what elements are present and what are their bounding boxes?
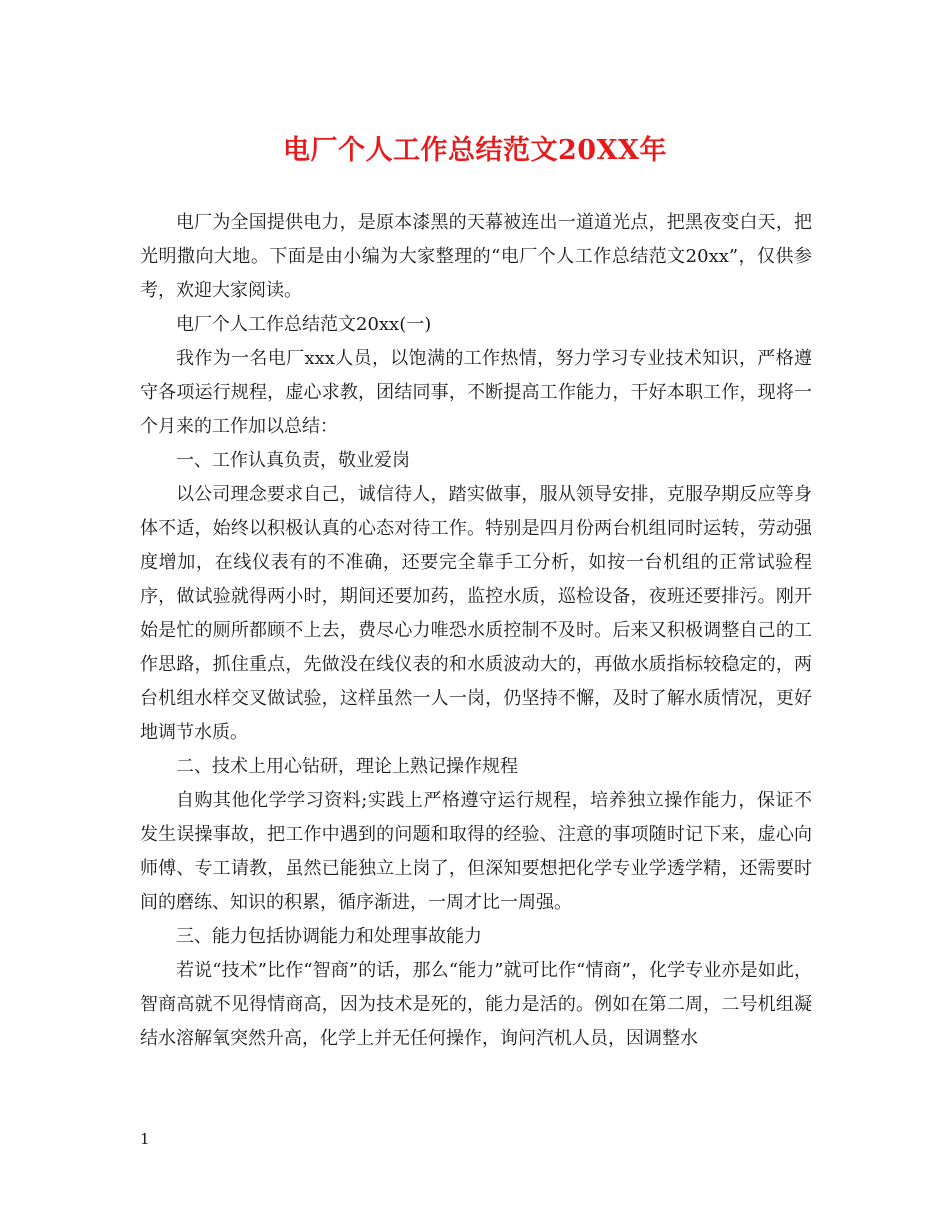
section-heading-1: 一、工作认真负责，敬业爱岗 bbox=[176, 450, 410, 471]
body-paragraph: 以公司理念要求自己，诚信待人，踏实做事，服从领导安排，克服孕期反应等身体不适，始终以积极认真的心态对待工作。特别是四月份两台机组同时运转，劳动强度增加，在线仪表有的不准确，还要完全靠手工分析，如按一台机组的正常试验程序，做试验就得两小时，期间还要加药，监控水质，巡检设备，夜班还要排污。刚开始是忙的厕所都顾不上去，费尽心力唯恐水质控制不及时。后来又积极调整自己的工作思路，抓住重点，先做没在线仪表的和水质波动大的，再做水质指标较稳定的，两台机组水样交叉做试验，这样虽然一人一岗，仍坚持不懈，及时了解水质情况，更好地调节水质。 bbox=[140, 484, 812, 743]
section-heading-3: 三、能力包括协调能力和处理事故能力 bbox=[176, 926, 482, 947]
section-title: 电厂个人工作总结范文20xx(一) bbox=[176, 314, 432, 335]
document-title: 电厂个人工作总结范文20XX年 bbox=[283, 135, 667, 166]
document-body bbox=[140, 206, 812, 1056]
page-number: 1 bbox=[140, 1130, 150, 1148]
intro-paragraph: 电厂为全国提供电力，是原本漆黑的天幕被连出一道道光点，把黑夜变白天，把光明撒向大地。下面是由小编为大家整理的“电厂个人工作总结范文20xx”，仅供参考，欢迎大家阅读。 bbox=[140, 212, 812, 301]
body-paragraph: 自购其他化学学习资料;实践上严格遵守运行规程，培养独立操作能力，保证不发生误操事故，把工作中遇到的问题和取得的经验、注意的事项随时记下来，虚心向师傅、专工请教，虽然已能独立上岗了，但深知要想把化学专业学透学精，还需要时间的磨练、知识的积累，循序渐进，一周才比一周强。 bbox=[140, 790, 812, 913]
body-paragraph: 我作为一名电厂xxx人员，以饱满的工作热情，努力学习专业技术知识，严格遵守各项运行规程，虚心求教，团结同事，不断提高工作能力，干好本职工作，现将一个月来的工作加以总结： bbox=[140, 348, 812, 437]
body-paragraph: 若说“技术”比作“智商”的话，那么“能力”就可比作“情商”，化学专业亦是如此，智商高就不见得情商高，因为技术是死的，能力是活的。例如在第二周，二号机组凝结水溶解氧突然升高，化学上并无任何操作，询问汽机人员，因调整水 bbox=[140, 960, 812, 1049]
section-heading-2: 二、技术上用心钻研，理论上熟记操作规程 bbox=[176, 756, 518, 777]
